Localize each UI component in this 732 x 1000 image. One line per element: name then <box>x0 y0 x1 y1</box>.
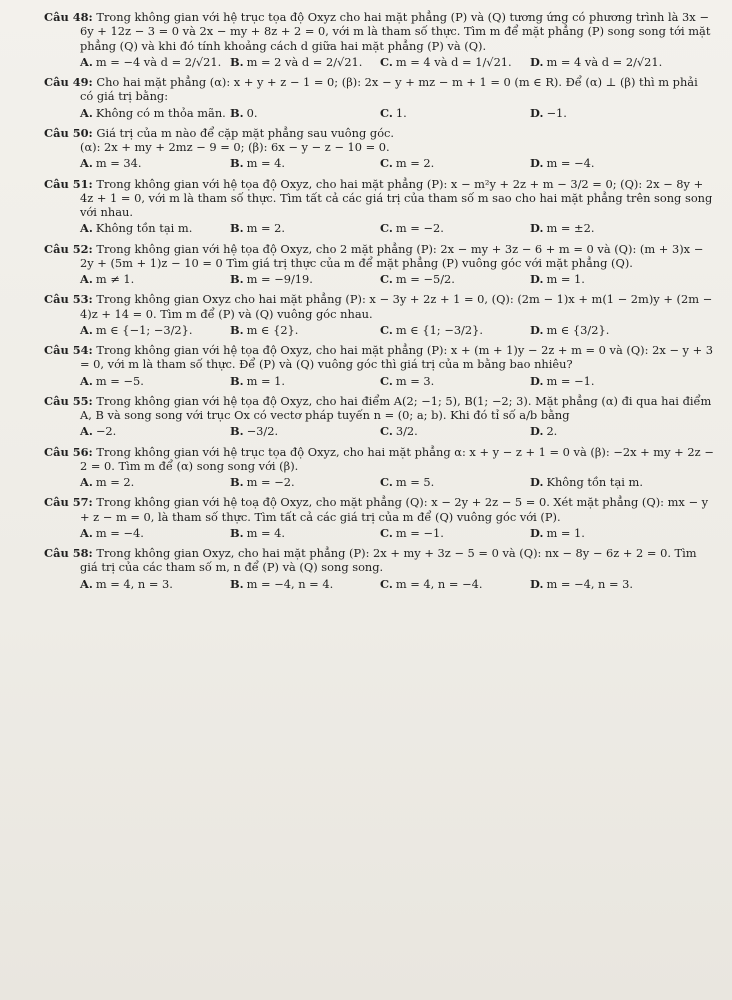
option-c[interactable]: C. m = 4 và d = 1/√21. <box>380 54 512 69</box>
option-a[interactable]: A. m = 2. <box>80 475 135 489</box>
option-a[interactable]: A. m = 34. <box>80 156 142 171</box>
option-d[interactable]: D. m = −4. <box>530 156 595 171</box>
option-b[interactable]: B. −3/2. <box>230 424 279 439</box>
answer-options <box>80 526 714 540</box>
option-a[interactable]: A. m = −4. <box>80 525 144 540</box>
question-stem: Trong không gian với hệ trục tọa độ Oxyz, cho hai mặt phẳng α: x + y − z + 1 = 0 và (β): −2x + my + 2z − 2 = 0. Tìm m để (α) song song với (β). <box>80 444 714 473</box>
question-56 <box>44 445 714 490</box>
option-a[interactable]: A. Không có m thỏa mãn. <box>80 105 226 120</box>
option-b[interactable]: B. m = 1. <box>230 373 286 388</box>
option-b[interactable]: B. m = −9/19. <box>230 272 313 286</box>
answer-options <box>80 424 714 438</box>
question-stem: Trong không gian với hệ tọa độ Oxyz, cho hai mặt phẳng (P): x − m²y + 2z + m − 3/2 = 0; (Q): 2x − 8y + 4z + 1 = 0, với m là tham số thực. Tìm tất cả các giá trị của tham số m sao cho hai mặt phẳng trên song song với nhau. <box>80 176 713 219</box>
option-d[interactable]: D. m = 4 và d = 2/√21. <box>530 54 663 69</box>
option-a[interactable]: A. −2. <box>80 424 117 439</box>
option-b[interactable]: B. m = −4, n = 4. <box>230 576 334 591</box>
question-number: Câu 50: <box>44 125 93 140</box>
answer-options <box>80 577 714 591</box>
answer-options <box>80 106 714 120</box>
option-d[interactable]: D. m = −1. <box>530 373 595 388</box>
question-stem: Trong không gian với hệ tọa độ Oxyz, cho 2 mặt phẳng (P): 2x − my + 3z − 6 + m = 0 và (Q): (m + 3)x − 2y + (5m + 1)z − 10 = 0 Tìm giá trị thực của m để mặt phẳng (P) vuông góc với mặt phẳng (Q). <box>80 241 704 270</box>
option-b[interactable]: B. m = 4. <box>230 525 286 540</box>
answer-options <box>80 323 714 337</box>
option-c[interactable]: C. 1. <box>380 105 407 120</box>
question-54 <box>44 343 714 388</box>
option-a[interactable]: A. Không tồn tại m. <box>80 221 193 236</box>
answer-options <box>80 475 714 489</box>
question-stem: Trong không gian Oxyz cho hai mặt phẳng (P): x − 3y + 2z + 1 = 0, (Q): (2m − 1)x + m(1 − 2m)y + (2m − 4)z + 14 = 0. Tìm m để (P) và (Q) vuông góc nhau. <box>80 292 713 321</box>
option-d[interactable]: D. m ∈ {3/2}. <box>530 322 610 337</box>
question-stem: Trong không gian với hệ toạ độ Oxyz, cho mặt phẳng (Q): x − 2y + 2z − 5 = 0. Xét mặt phẳng (Q): mx − y + z − m = 0, là tham số thực. Tìm tất cả các giá trị của m để (Q) vuông góc với (P). <box>80 495 709 524</box>
option-d[interactable]: D. −1. <box>530 105 567 120</box>
question-58 <box>44 546 714 591</box>
option-c[interactable]: C. m = 4, n = −4. <box>380 576 483 591</box>
question-stem: Cho hai mặt phẳng (α): x + y + z − 1 = 0; (β): 2x − y + mz − m + 1 = 0 (m ∈ R). Để (α) ⊥ (β) thì m phải có giá trị bằng: <box>80 75 698 104</box>
option-d[interactable]: D. Không tồn tại m. <box>530 475 643 489</box>
question-55 <box>44 394 714 439</box>
question-number: Câu 49: <box>44 75 93 89</box>
question-52 <box>44 242 714 287</box>
option-b[interactable]: B. m = 2. <box>230 221 286 236</box>
option-d[interactable]: D. m = ±2. <box>530 221 595 236</box>
option-a[interactable]: A. m = −5. <box>80 373 144 388</box>
option-b[interactable]: B. m = 4. <box>230 156 286 171</box>
option-b[interactable]: B. m = 2 và d = 2/√21. <box>230 54 363 69</box>
question-number: Câu 54: <box>44 343 93 357</box>
option-c[interactable]: C. m = 5. <box>380 475 435 489</box>
answer-options <box>80 272 714 286</box>
question-extra-line: (α): 2x + my + 2mz − 9 = 0; (β): 6x − y − z − 10 = 0. <box>80 140 390 154</box>
question-stem: Giá trị của m nào để cặp mặt phẳng sau vuông góc. <box>96 125 395 140</box>
answer-options <box>80 156 714 170</box>
question-49 <box>44 75 714 120</box>
question-number: Câu 51: <box>44 176 93 191</box>
question-number: Câu 53: <box>44 292 93 307</box>
option-d[interactable]: D. 2. <box>530 424 558 439</box>
question-51 <box>44 177 714 236</box>
question-57 <box>44 495 714 540</box>
option-c[interactable]: C. 3/2. <box>380 424 418 439</box>
question-50 <box>44 126 714 171</box>
question-number: Câu 58: <box>44 546 93 560</box>
option-b[interactable]: B. m = −2. <box>230 475 295 489</box>
option-c[interactable]: C. m = 2. <box>380 156 435 171</box>
answer-options <box>80 221 714 235</box>
option-a[interactable]: A. m = −4 và d = 2/√21. <box>80 54 222 69</box>
question-number: Câu 55: <box>44 393 93 408</box>
option-c[interactable]: C. m ∈ {1; −3/2}. <box>380 322 484 337</box>
option-c[interactable]: C. m = −5/2. <box>380 272 455 286</box>
option-a[interactable]: A. m ∈ {−1; −3/2}. <box>80 322 193 337</box>
question-53 <box>44 292 714 337</box>
question-stem: Trong không gian với hệ tọa độ Oxyz, cho hai điểm A(2; −1; 5), B(1; −2; 3). Mặt phẳng (α) đi qua hai điểm A, B và song song với trục Ox có vectơ pháp tuyến n = (0; a; b). Khi đó tỉ số a/b bằng <box>80 393 712 422</box>
option-a[interactable]: A. m ≠ 1. <box>80 272 135 286</box>
option-c[interactable]: C. m = −2. <box>380 221 444 236</box>
question-number: Câu 57: <box>44 495 93 510</box>
question-number: Câu 56: <box>44 444 93 459</box>
option-d[interactable]: D. m = 1. <box>530 272 585 286</box>
option-b[interactable]: B. 0. <box>230 105 258 120</box>
option-d[interactable]: D. m = 1. <box>530 525 585 540</box>
question-stem: Trong không gian với hệ trục tọa độ Oxyz cho hai mặt phẳng (P) và (Q) tương ứng có phương trình là 3x − 6y + 12z − 3 = 0 và 2x − my + 8z + 2 = 0, với m là tham số thực. Tìm m để mặt phẳng (P) song song tới mặt phẳng (Q) và khi đó tính khoảng cách d giữa hai mặt phẳng (P) và (Q). <box>80 10 711 53</box>
option-c[interactable]: C. m = −1. <box>380 525 444 540</box>
question-number: Câu 48: <box>44 10 93 24</box>
answer-options <box>80 374 714 388</box>
option-d[interactable]: D. m = −4, n = 3. <box>530 576 634 591</box>
option-a[interactable]: A. m = 4, n = 3. <box>80 576 173 591</box>
answer-options <box>80 55 714 69</box>
question-stem: Trong không gian với hệ tọa độ Oxyz, cho hai mặt phẳng (P): x + (m + 1)y − 2z + m = 0 và (Q): 2x − y + 3 = 0, với m là tham số thực. Để (P) và (Q) vuông góc thì giá trị của m bằng bao nhiêu? <box>80 343 714 372</box>
option-b[interactable]: B. m ∈ {2}. <box>230 322 299 337</box>
question-number: Câu 52: <box>44 241 93 256</box>
option-c[interactable]: C. m = 3. <box>380 373 435 388</box>
question-stem: Trong không gian Oxyz, cho hai mặt phẳng (P): 2x + my + 3z − 5 = 0 và (Q): nx − 8y − 6z + 2 = 0. Tìm giá trị của các tham số m, n để (P) và (Q) song song. <box>80 546 697 575</box>
question-48 <box>44 10 714 69</box>
